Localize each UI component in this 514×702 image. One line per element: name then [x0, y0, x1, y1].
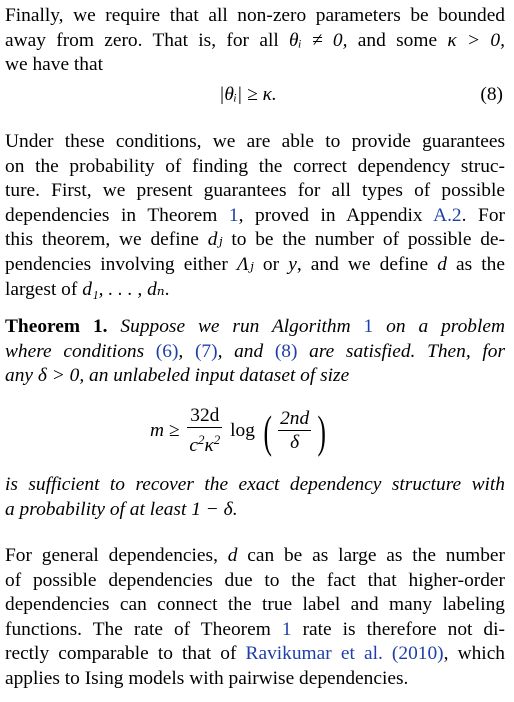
math-dj: dⱼ: [207, 229, 223, 251]
text-line: is sufficient to recover the exact dependency structure with: [5, 474, 505, 495]
left-paren: (: [263, 405, 272, 457]
theorem-1: [5, 315, 505, 389]
sample-size-bound: [150, 405, 330, 465]
math-lambda-j: Λⱼ: [236, 253, 254, 275]
text-line: dependencies in Theorem 1, proved in Appendix A.2. For: [5, 204, 505, 226]
paragraph-guarantees: [5, 130, 505, 302]
text-line: Theorem 1. Suppose we run Algorithm 1 on a problem: [5, 316, 505, 337]
appendix-ref-link[interactable]: A.2: [433, 204, 462, 226]
theorem-1-conclusion: [5, 473, 505, 522]
theorem-ref-link[interactable]: 1: [281, 618, 292, 640]
text-line: applies to Ising models with pairwise dependencies.: [5, 667, 409, 689]
condition-8-link[interactable]: (8): [274, 340, 298, 362]
fraction-32d: $\frac{32d}{c^2\kappa^2}$: [189, 405, 221, 456]
citation-link[interactable]: Ravikumar et al. (2010): [245, 643, 444, 665]
text-line: this theorem, we define dⱼ to be the number of possible de-: [5, 229, 505, 251]
text-line: For general dependencies, d can be as large as the number: [5, 545, 505, 566]
text-line: dependencies can connect the true label and many labeling: [5, 594, 505, 616]
equation-8: [5, 83, 505, 109]
text-line: Under these conditions, we are able to provide guarantees: [5, 131, 505, 152]
text-line: rectly comparable to that of Ravikumar et al. (2010), which: [5, 643, 505, 665]
right-paren: ): [317, 405, 327, 457]
text-line: any δ > 0, an unlabeled input dataset of size: [5, 365, 350, 387]
text-line: we have that: [5, 54, 103, 76]
math-delta-positive: δ > 0: [37, 365, 80, 387]
equation-number: (8): [480, 84, 503, 105]
math-d: d: [227, 545, 238, 566]
text-line: a probability of at least 1 − δ.: [5, 498, 238, 520]
text-line: largest of d₁, . . . , dₙ.: [5, 278, 170, 300]
condition-7-link[interactable]: (7): [194, 340, 218, 362]
text-line: Finally, we require that all non-zero parameters be bounded: [5, 5, 505, 26]
math-kappa-positive: κ > 0,: [447, 29, 505, 51]
algorithm-ref-link[interactable]: 1: [363, 316, 374, 337]
math-d: d: [437, 253, 447, 275]
text-line: where conditions (6), (7), and (8) are satisfied. Then, for: [5, 340, 505, 362]
paragraph-bounded-parameters: [5, 4, 505, 78]
text-line: ture. First, we present guarantees for all types of possible: [5, 180, 505, 202]
bound-lhs: m ≥: [150, 420, 180, 442]
math-theta-ne-zero: θᵢ ≠ 0,: [289, 29, 348, 51]
fraction-2nd-delta: $\frac{2nd}{\delta}$: [280, 408, 310, 453]
text-line: functions. The rate of Theorem 1 rate is therefore not di-: [5, 618, 505, 640]
theorem-heading: Theorem 1.: [5, 316, 108, 337]
equation-expression: |θᵢ| ≥ κ.: [219, 84, 277, 105]
math-y: y: [288, 253, 297, 275]
text-line: pendencies involving either Λⱼ or y, and we define d as the: [5, 253, 505, 275]
condition-6-link[interactable]: (6): [155, 340, 179, 362]
theorem-ref-link[interactable]: 1: [228, 204, 239, 226]
text-line: of possible dependencies due to the fact that higher-order: [5, 569, 505, 591]
math-one-minus-delta: 1 − δ: [191, 498, 233, 520]
log-operator: log: [230, 420, 255, 442]
math-d-range: d₁, . . . , dₙ: [82, 278, 165, 300]
paragraph-general-dependencies: [5, 544, 505, 692]
text-line: on the probability of finding the correct dependency struc-: [5, 155, 505, 177]
text-line: away from zero. That is, for all θᵢ ≠ 0, and some κ > 0,: [5, 29, 505, 51]
